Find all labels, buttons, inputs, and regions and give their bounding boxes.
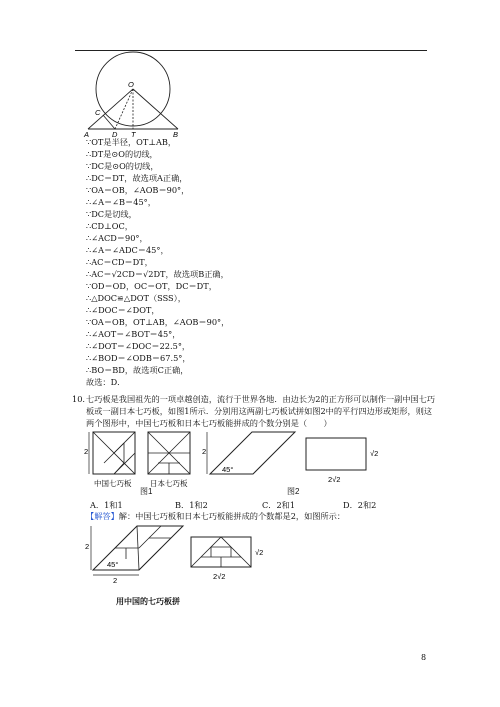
proof-line: ∴∠AOT＝∠BOT＝45°， — [86, 329, 181, 339]
option-c: C．2和1 — [262, 500, 296, 510]
label-D: D — [112, 130, 118, 139]
proof-line: ∴∠DOT＝∠DOC＝22.5°， — [86, 341, 191, 351]
option-a: A．1和1 — [90, 500, 123, 510]
fig2-angle-label: 45° — [222, 465, 234, 474]
assembly-figure-3 — [83, 523, 283, 613]
proof-line: ∴DT是⊙O的切线， — [86, 149, 158, 159]
header-rule — [75, 50, 427, 51]
proof-line: ∴△DOC≌△DOT（SSS）， — [86, 293, 186, 303]
fig3-left-label: 2 — [85, 542, 90, 551]
proof-line: ∵DC是切线， — [86, 209, 137, 219]
answer-text: 解：中国七巧板和日本七巧板能拼成的个数都是2，如图所示： — [118, 511, 346, 521]
proof-line: ∴∠ACD＝90°， — [86, 233, 148, 243]
proof-line: 故选：D． — [86, 377, 126, 387]
answer-line — [86, 511, 345, 522]
question-number: 10. — [72, 394, 86, 404]
label-C: C — [95, 108, 101, 117]
proof-line: ∴AC＝CD＝DT， — [86, 257, 153, 267]
proof-line: ∴DC＝DT，故选项A正确， — [86, 173, 188, 183]
shape-figure-2 — [200, 430, 410, 500]
figure-1-caption: 图1 — [140, 487, 153, 496]
figure-2-caption: 图2 — [287, 487, 300, 496]
figure-3-caption: 用中国的七巧板拼 — [116, 597, 180, 606]
proof-line: ∵OA＝OB，∠AOB＝90°， — [86, 185, 190, 195]
proof-line: ∵DC是⊙O的切线， — [86, 161, 159, 171]
option-b: B．1和2 — [175, 500, 208, 510]
proof-line: ∴CD⊥OC， — [86, 221, 133, 231]
proof-line: ∴AC＝√2CD＝√2DT，故选项B正确， — [86, 269, 229, 279]
proof-line: ∵OD＝OD，OC＝OT，DC＝DT， — [86, 281, 217, 291]
page-number: 8 — [421, 653, 427, 662]
fig2-left-label: 2 — [202, 447, 207, 456]
proof-line: ∵OA＝OB，OT⊥AB，∠AOB＝90°， — [86, 317, 230, 327]
proof-line: ∴∠A＝∠ADC＝45°， — [86, 245, 169, 255]
label-B: B — [173, 130, 179, 139]
circle-tangent-figure — [83, 52, 193, 138]
fig2-rect-bottom-label: 2√2 — [328, 475, 341, 484]
option-d: D．2和2 — [343, 500, 377, 510]
proof-line: ∴∠DOC＝∠DOT， — [86, 305, 160, 315]
japanese-tangram-caption: 日本七巧板 — [150, 479, 188, 488]
question-text: 七巧板是我国祖先的一项卓越创造，流行于世界各地．由边长为2的正方形可以制作一副中国七巧板或一副日本七巧板，如图1所示．分别用这两副七巧板试拼如图2中的平行四边形或矩形，则这两个图形中，中国七巧板和日本七巧板能拼成的个数分别是（ ） — [86, 394, 436, 428]
proof-line: ∴BO＝BD，故选项C正确， — [86, 365, 189, 375]
proof-line: ∴∠BOD＝∠ODB＝67.5°， — [86, 353, 191, 363]
answer-tag: 【解答】 — [86, 511, 119, 521]
fig1-side-label: 2 — [84, 447, 89, 456]
fig3-rect-right-label: √2 — [255, 548, 264, 557]
proof-line: ∵OT是半径，OT⊥AB， — [86, 137, 177, 147]
label-T: T — [131, 130, 136, 139]
fig3-bottom-label: 2 — [113, 576, 118, 585]
label-A: A — [84, 130, 90, 139]
fig2-rect-right-label: √2 — [370, 449, 379, 458]
label-O: O — [128, 80, 134, 89]
fig3-angle-label: 45° — [107, 560, 119, 569]
chinese-tangram-caption: 中国七巧板 — [94, 479, 132, 488]
proof-line: ∴∠A＝∠B＝45°， — [86, 197, 156, 207]
fig3-rect-bottom-label: 2√2 — [213, 572, 226, 581]
question-10 — [72, 393, 436, 429]
